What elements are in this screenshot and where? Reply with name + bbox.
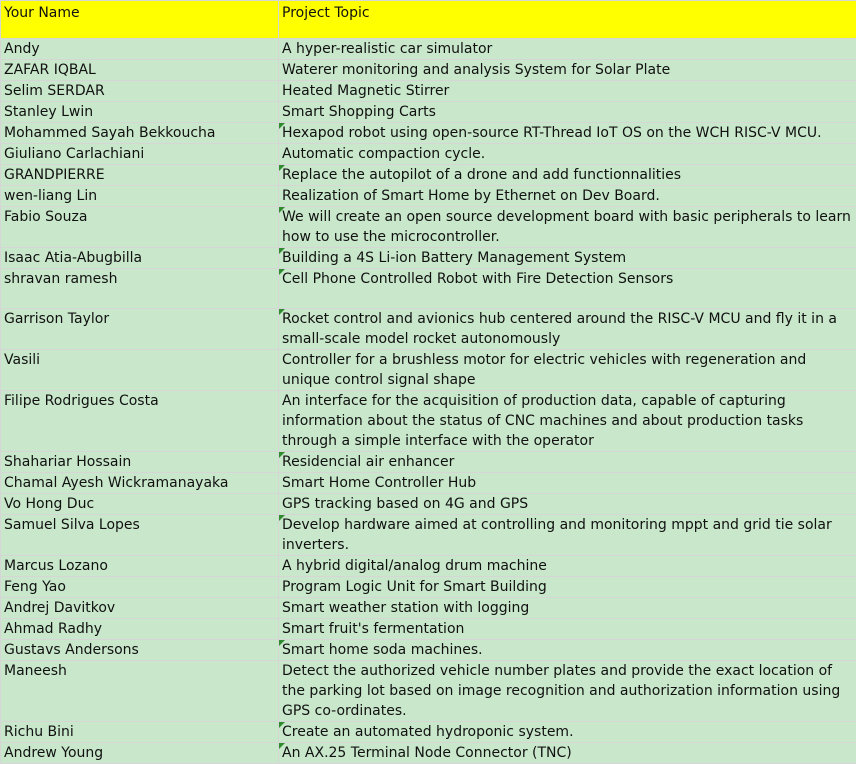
topic-cell[interactable] <box>279 577 856 598</box>
topic-cell[interactable] <box>279 309 856 350</box>
header-name-cell[interactable]: Your Name <box>1 1 279 39</box>
topic-cell[interactable] <box>279 661 856 722</box>
name-cell[interactable]: GRANDPIERRE <box>1 165 279 186</box>
topic-text: Smart Shopping Carts <box>282 104 436 120</box>
table-row <box>1 452 856 473</box>
topic-text: GPS tracking based on 4G and GPS <box>282 496 528 512</box>
topic-cell[interactable] <box>279 452 856 473</box>
header-row <box>1 1 856 39</box>
topic-cell[interactable] <box>279 494 856 515</box>
table-row <box>1 577 856 598</box>
table-row <box>1 144 856 165</box>
table-row <box>1 556 856 577</box>
topic-cell[interactable] <box>279 102 856 123</box>
topic-text: Hexapod robot using open-source RT-Thread IoT OS on the WCH RISC-V MCU. <box>282 125 822 141</box>
text-format-indicator-icon <box>279 452 285 458</box>
topic-text: Smart fruit's fermentation <box>282 621 464 637</box>
name-cell[interactable]: Gustavs Andersons <box>1 640 279 661</box>
topic-text: A hybrid digital/analog drum machine <box>282 558 547 574</box>
table-row <box>1 661 856 722</box>
table-row <box>1 248 856 269</box>
topic-text: Smart Home Controller Hub <box>282 475 476 491</box>
table-row <box>1 391 856 452</box>
table-row <box>1 60 856 81</box>
topic-text: Automatic compaction cycle. <box>282 146 485 162</box>
table-row <box>1 494 856 515</box>
topic-cell[interactable] <box>279 556 856 577</box>
table-row <box>1 619 856 640</box>
table-row <box>1 309 856 350</box>
name-cell[interactable]: Richu Bini <box>1 722 279 743</box>
topic-cell[interactable] <box>279 207 856 248</box>
name-cell[interactable]: shravan ramesh <box>1 269 279 309</box>
table-row <box>1 102 856 123</box>
table-row <box>1 165 856 186</box>
name-cell[interactable]: Selim SERDAR <box>1 81 279 102</box>
topic-cell[interactable] <box>279 391 856 452</box>
topic-text: Develop hardware aimed at controlling and monitoring mppt and grid tie solar inverters. <box>282 517 832 553</box>
topic-cell[interactable] <box>279 640 856 661</box>
topic-text: Heated Magnetic Stirrer <box>282 83 449 99</box>
name-cell[interactable]: Vo Hong Duc <box>1 494 279 515</box>
name-cell[interactable]: Fabio Souza <box>1 207 279 248</box>
topic-cell[interactable] <box>279 248 856 269</box>
topic-cell[interactable] <box>279 186 856 207</box>
topic-text: Rocket control and avionics hub centered around the RISC-V MCU and fly it in a small-scale model rocket autonomously <box>282 311 837 347</box>
topic-text: An interface for the acquisition of production data, capable of capturing information about the status of CNC machines and about production tasks through a simple interface with the operator <box>282 393 803 449</box>
name-cell[interactable]: Andy <box>1 39 279 60</box>
topic-text: A hyper-realistic car simulator <box>282 41 492 57</box>
topic-text: Replace the autopilot of a drone and add functionnalities <box>282 167 681 183</box>
name-cell[interactable]: ZAFAR IQBAL <box>1 60 279 81</box>
topic-text: Smart home soda machines. <box>282 642 483 658</box>
text-format-indicator-icon <box>279 123 285 129</box>
topic-text: Waterer monitoring and analysis System for Solar Plate <box>282 62 670 78</box>
topic-cell[interactable] <box>279 144 856 165</box>
topic-text: Realization of Smart Home by Ethernet on Dev Board. <box>282 188 660 204</box>
topic-cell[interactable] <box>279 619 856 640</box>
table-row <box>1 39 856 60</box>
name-cell[interactable]: wen-liang Lin <box>1 186 279 207</box>
name-cell[interactable]: Stanley Lwin <box>1 102 279 123</box>
topic-cell[interactable] <box>279 81 856 102</box>
topic-cell[interactable] <box>279 39 856 60</box>
table-row <box>1 350 856 391</box>
name-cell[interactable]: Ahmad Radhy <box>1 619 279 640</box>
name-cell[interactable]: Andrej Davitkov <box>1 598 279 619</box>
text-format-indicator-icon <box>279 248 285 254</box>
name-cell[interactable]: Feng Yao <box>1 577 279 598</box>
topic-text: Cell Phone Controlled Robot with Fire Detection Sensors <box>282 271 673 287</box>
table-row <box>1 123 856 144</box>
topic-text: Residencial air enhancer <box>282 454 454 470</box>
table-row <box>1 515 856 556</box>
text-format-indicator-icon <box>279 165 285 171</box>
topic-cell[interactable] <box>279 269 856 309</box>
name-cell[interactable]: Garrison Taylor <box>1 309 279 350</box>
text-format-indicator-icon <box>279 309 285 315</box>
name-cell[interactable]: Filipe Rodrigues Costa <box>1 391 279 452</box>
topic-text: Program Logic Unit for Smart Building <box>282 579 547 595</box>
topic-cell[interactable] <box>279 515 856 556</box>
name-cell[interactable]: Andrew Young <box>1 743 279 764</box>
text-format-indicator-icon <box>279 640 285 646</box>
topic-cell[interactable] <box>279 598 856 619</box>
text-format-indicator-icon <box>279 207 285 213</box>
text-format-indicator-icon <box>279 722 285 728</box>
topic-cell[interactable] <box>279 350 856 391</box>
text-format-indicator-icon <box>279 515 285 521</box>
table-row <box>1 598 856 619</box>
table-row <box>1 640 856 661</box>
name-cell[interactable]: Vasili <box>1 350 279 391</box>
table-row <box>1 186 856 207</box>
table-body <box>1 39 856 764</box>
table-row <box>1 81 856 102</box>
name-cell[interactable]: Maneesh <box>1 661 279 722</box>
name-cell[interactable]: Mohammed Sayah Bekkoucha <box>1 123 279 144</box>
topic-cell[interactable] <box>279 473 856 494</box>
topic-text: Detect the authorized vehicle number plates and provide the exact location of the parking lot based on image recognition and authorization information using GPS co-ordinates. <box>282 663 840 719</box>
topic-cell[interactable] <box>279 722 856 743</box>
name-cell[interactable]: Marcus Lozano <box>1 556 279 577</box>
topic-text: We will create an open source development board with basic peripherals to learn how to use the microcontroller. <box>282 209 851 245</box>
topic-text: Controller for a brushless motor for electric vehicles with regeneration and unique control signal shape <box>282 352 806 388</box>
table-row <box>1 743 856 764</box>
topic-text: Create an automated hydroponic system. <box>282 724 574 740</box>
topic-text: Building a 4S Li-ion Battery Management System <box>282 250 626 266</box>
topic-cell[interactable] <box>279 743 856 764</box>
header-topic-cell[interactable]: Project Topic <box>279 1 856 39</box>
topic-text: An AX.25 Terminal Node Connector (TNC) <box>282 745 572 761</box>
text-format-indicator-icon <box>279 269 285 275</box>
topic-cell[interactable] <box>279 123 856 144</box>
table-row <box>1 207 856 248</box>
name-cell[interactable]: Chamal Ayesh Wickramanayaka <box>1 473 279 494</box>
name-cell[interactable]: Isaac Atia-Abugbilla <box>1 248 279 269</box>
topic-cell[interactable] <box>279 60 856 81</box>
topic-text: Smart weather station with logging <box>282 600 529 616</box>
name-cell[interactable]: Shahariar Hossain <box>1 452 279 473</box>
table-row <box>1 473 856 494</box>
table-row <box>1 722 856 743</box>
table-row <box>1 269 856 309</box>
name-cell[interactable]: Giuliano Carlachiani <box>1 144 279 165</box>
name-cell[interactable]: Samuel Silva Lopes <box>1 515 279 556</box>
topic-cell[interactable] <box>279 165 856 186</box>
